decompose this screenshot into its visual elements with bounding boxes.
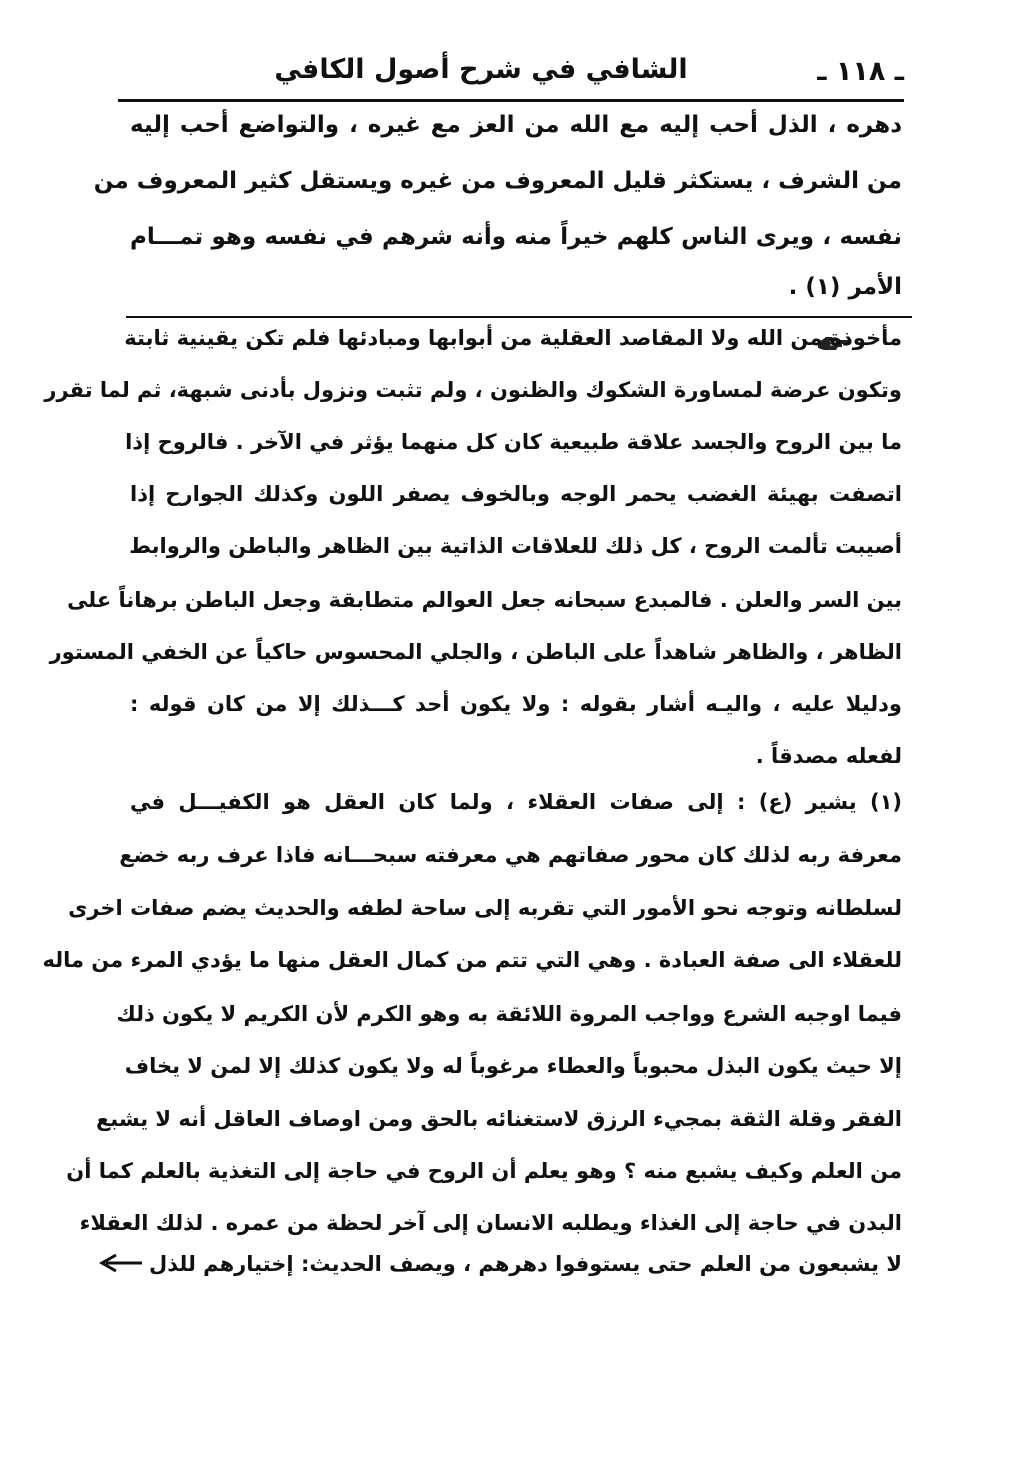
footnote <box>42 790 902 1300</box>
commentary <box>44 326 902 771</box>
commentary-line: وتكون عرضة لمساورة الشكوك والظنون ، ولم تثبت ونزول بأدنى شبهة، ثم لما تقرر <box>44 378 902 402</box>
commentary-line: اتصفت بهيئة الغضب يحمر الوجه وبالخوف يصفر اللون وكذلك الجوارح إذا <box>130 482 902 506</box>
footnote-line: (١) يشير (ع) : إلى صفات العقلاء ، ولما كان العقل هو الكفيـــل في <box>130 790 902 814</box>
footnote-line: من العلم وكيف يشبع منه ؟ وهو يعلم أن الروح في حاجة إلى التغذية بالعلم كما أن <box>66 1159 902 1183</box>
commentary-line: لفعله مصدقاً . <box>755 744 902 768</box>
footnote-line: الفقر وقلة الثقة بمجيء الرزق لاستغنائه بالحق ومن اوصاف العاقل أنه لا يشبع <box>95 1107 902 1131</box>
footnote-line: فيما اوجبه الشرع وواجب المروة اللائقة به وهو الكرم لأن الكريم لا يكون ذلك <box>116 1002 902 1026</box>
footnote-line: لا يشبعون من العلم حتى يستوفوا دهرهم ، ويصف الحديث: إختيارهم للذل <box>149 1252 902 1276</box>
header-rule <box>118 99 904 102</box>
footnote-line: معرفة ربه لذلك كان محور صفاتهم هي معرفته سبحـــانه فاذا عرف ربه خضع <box>119 843 902 867</box>
running-title: الشافي في شرح أصول الكافي <box>274 54 688 85</box>
main-text-line: نفسه ، ويرى الناس كلهم خيراً منه وأنه شرهم في نفسه وهو تمـــام <box>130 224 902 250</box>
left-arrow-icon <box>98 1252 144 1274</box>
main-text-line: من الشرف ، يستكثر قليل المعروف من غيره ويستقل كثير المعروف من <box>93 168 902 194</box>
footnote-line: البدن في حاجة إلى الغذاء ويطلبه الانسان إلى آخر لحظة من عمره . لذلك العقلاء <box>79 1211 902 1235</box>
footnote-line: للعقلاء الى صفة العبادة . وهي التي تتم من كمال العقل منها ما يؤدي المرء من ماله <box>42 948 902 972</box>
commentary-line: ودليلا عليه ، واليـه أشار بقوله : ولا يكون أحد كـــذلك إلا من كان قوله : <box>130 692 902 716</box>
main-text <box>93 112 902 312</box>
footnote-line: لسلطانه وتوجه نحو الأمور التي تقربه إلى ساحة لطفه والحديث يضم صفات اخرى <box>68 896 902 920</box>
commentary-line: الظاهر ، والظاهر شاهداً على الباطن ، والجلي المحسوس حاكياً عن الخفي المستور <box>49 640 902 664</box>
commentary-line: مأخوذة من الله ولا المقاصد العقلية من أبوابها ومبادئها فلم تكن يقينية ثابتة <box>124 326 902 350</box>
commentary-line: ما بين الروح والجسد علاقة طبيعية كان كل منهما يؤثر في الآخر . فالروح إذا <box>125 430 902 454</box>
page-header <box>118 48 904 98</box>
commentary-rule <box>126 316 912 318</box>
commentary-line: بين السر والعلن . فالمبدع سبحانه جعل العوالم متطابقة وجعل الباطن برهاناً على <box>67 588 902 612</box>
main-text-line: الأمر (١) . <box>788 274 902 300</box>
page-number: ـ ١١٨ ـ <box>817 56 904 87</box>
main-text-line: دهره ، الذل أحب إليه مع الله من العز مع غيره ، والتواضع أحب إليه <box>130 112 902 138</box>
commentary-line: أصيبت تألمت الروح ، كل ذلك للعلاقات الذاتية بين الظاهر والباطن والروابط <box>129 534 902 558</box>
footnote-line: إلا حيث يكون البذل محبوباً والعطاء مرغوباً له ولا يكون كذلك إلا لمن لا يخاف <box>124 1054 902 1078</box>
